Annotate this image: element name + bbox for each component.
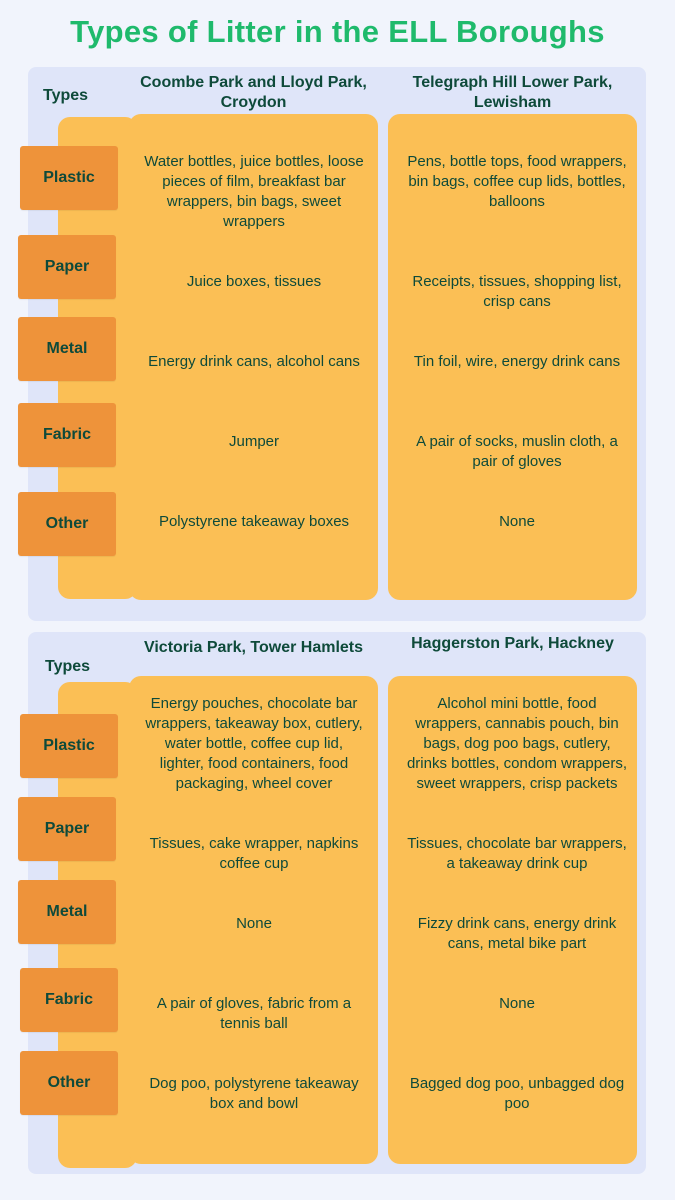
column-header-coombe-lloyd: Coombe Park and Lloyd Park, Croydon [140, 74, 367, 111]
cell-paper-haggerston: Tissues, chocolate bar wrappers, a takeaway drink cup [407, 835, 627, 872]
cell-metal-haggerston: Fizzy drink cans, energy drink cans, metal bike part [417, 915, 617, 952]
cell-paper-telegraph: Receipts, tissues, shopping list, crisp cans [412, 273, 622, 310]
types-column-label: Types [45, 658, 91, 675]
type-tab-fabric: Fabric [18, 403, 116, 467]
type-tab-paper: Paper [18, 797, 116, 861]
panel-top [28, 67, 646, 621]
cell-other-haggerston: Bagged dog poo, unbagged dog poo [409, 1075, 625, 1112]
column-header-telegraph-hill: Telegraph Hill Lower Park, Lewisham [412, 74, 613, 111]
page-title: Types of Litter in the ELL Boroughs [70, 14, 605, 49]
type-tab-plastic: Plastic [20, 146, 118, 210]
cell-plastic-telegraph: Pens, bottle tops, food wrappers, bin bags, coffee cup lids, bottles, balloons [407, 153, 627, 210]
cell-plastic-victoria: Energy pouches, chocolate bar wrappers, takeaway box, cutlery, water bottle, coffee cup lid, lighter, food containers, food packaging, wheel cover [145, 695, 363, 792]
cell-other-coombe: Polystyrene takeaway boxes [158, 513, 350, 530]
cell-fabric-coombe: Jumper [228, 433, 280, 450]
cell-plastic-coombe: Water bottles, juice bottles, loose pieces of film, breakfast bar wrappers, bin bags, sweet wrappers [144, 153, 364, 230]
type-tab-other: Other [18, 492, 116, 556]
column-header-haggerston: Haggerston Park, Hackney [411, 635, 614, 652]
cell-paper-victoria: Tissues, cake wrapper, napkins coffee cup [149, 835, 359, 872]
types-column-label: Types [43, 87, 89, 104]
type-tab-fabric: Fabric [20, 968, 118, 1032]
cell-other-victoria: Dog poo, polystyrene takeaway box and bowl [149, 1075, 359, 1112]
column-header-victoria: Victoria Park, Tower Hamlets [143, 639, 364, 656]
type-tab-metal: Metal [18, 317, 116, 381]
type-tab-paper: Paper [18, 235, 116, 299]
cell-plastic-haggerston: Alcohol mini bottle, food wrappers, cannabis pouch, bin bags, dog poo bags, cutlery, drinks bottles, condom wrappers, sweet wrappers, crisp packets [406, 695, 628, 792]
type-tab-plastic: Plastic [20, 714, 118, 778]
cell-metal-coombe: Energy drink cans, alcohol cans [148, 353, 360, 370]
type-tab-metal: Metal [18, 880, 116, 944]
cell-paper-coombe: Juice boxes, tissues [186, 273, 322, 290]
cell-metal-telegraph: Tin foil, wire, energy drink cans [413, 353, 621, 370]
cell-metal-victoria: None [236, 915, 272, 932]
cell-fabric-telegraph: A pair of socks, muslin cloth, a pair of gloves [416, 433, 618, 470]
cell-fabric-victoria: A pair of gloves, fabric from a tennis ball [156, 995, 352, 1032]
type-tab-other: Other [20, 1051, 118, 1115]
cell-other-telegraph: None [499, 513, 535, 530]
cell-fabric-haggerston: None [499, 995, 535, 1012]
